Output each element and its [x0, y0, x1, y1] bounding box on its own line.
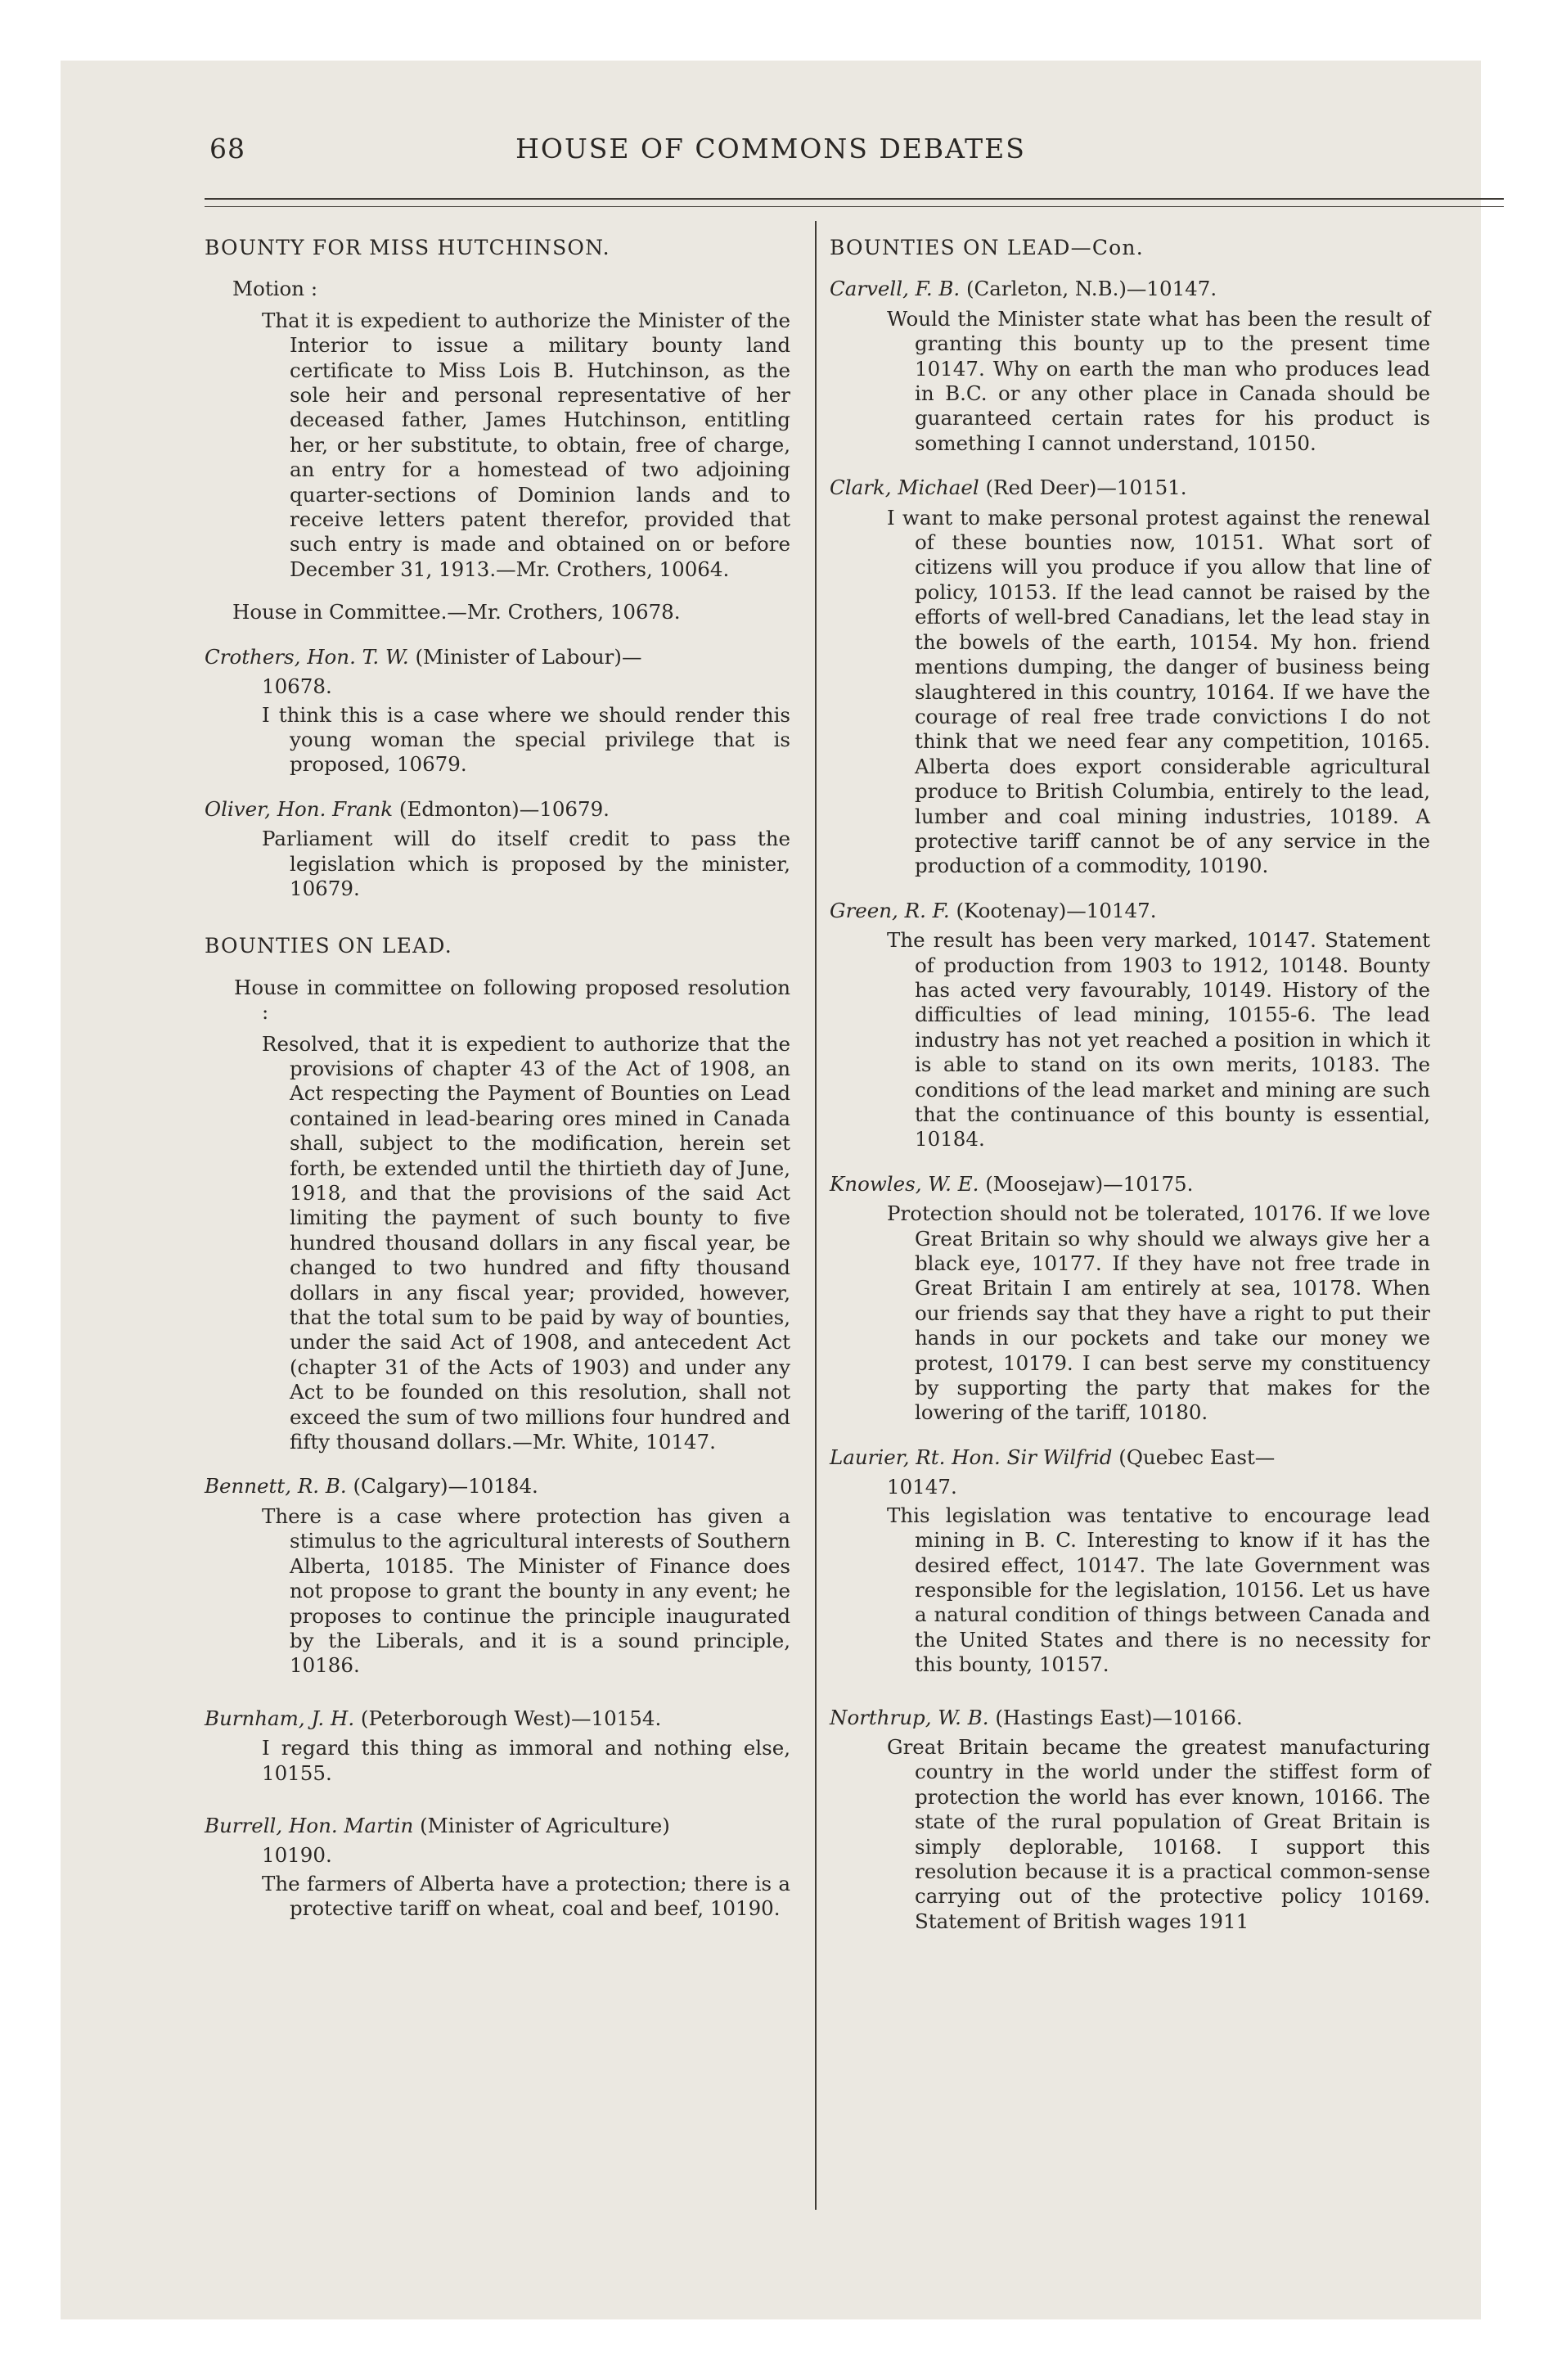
- motion-text: That it is expedient to authorize the Minister of the Interior to issue a military bounty land certificate to Miss Lois B. Hutchinson, as the sole heir and personal representative of her deceased father, James Hutchinson, entitling her, or her substitute, to obtain, free of charge, an entry for a homestead of two adjoining quarter-sections of Dominion lands and to receive letters patent therefor, provided that such entry is made and obtained on or before December 31, 1913.—Mr. Crothers, 10064.: [262, 308, 790, 581]
- speaker-name: Carvell, F. B.: [830, 277, 961, 301]
- speech-summary: I want to make personal protest against the renewal of these bounties now, 10151. What sort of citizens will you produce if you allow that line of policy, 10153. If the lead cannot be raised by the efforts of well-bred Canadians, let the lead stay in the bowels of the earth, 10154. My hon. friend mentions dumping, the danger of business being slaughtered in this country, 10164. If we have the courage of real free trade convictions I do not think that we need fear any competition, 10165. Alberta does export considerable agricultural produce to British Columbia, entirely to the lead, lumber and coal mining industries, 10189. A protective tariff cannot be of any service in the production of a commodity, 10190.: [887, 505, 1430, 878]
- speaker-entry: [830, 476, 1430, 500]
- speech-summary: Great Britain became the greatest manufacturing country in the world under the stiffest form of protection the world has ever known, 10166. The state of the rural population of Great Britain is simply deplorable, 10168. I support this resolution because it is a practical common-sense carrying out of the protective policy 10169. Statement of British wages 1911: [887, 1734, 1430, 1933]
- speech-summary: There is a case where protection has given a stimulus to the agricultural interests of Southern Alberta, 10185. The Minister of Finance does not propose to grant the bounty in any event; he proposes to continue the principle inaugurated by the Liberals, and it is a sound principle, 10186.: [262, 1503, 790, 1678]
- speaker-entry: [205, 1706, 790, 1731]
- speech-summary: This legislation was tentative to encourage lead mining in B. C. Interesting to know if it has the desired effect, 10147. The late Government was responsible for the legislation, 10156. Let us have a natural condition of things between Canada and the United States and there is no necessity for this bounty, 10157.: [887, 1503, 1430, 1677]
- speaker-detail: (Carleton, N.B.)—10147.: [966, 277, 1217, 301]
- speaker-entry: [205, 1814, 790, 1838]
- speaker-detail: (Hastings East)—10166.: [995, 1705, 1243, 1729]
- speaker-entry: [830, 277, 1430, 301]
- speech-summary: Parliament will do itself credit to pass the legislation which is proposed by the minister, 10679.: [262, 827, 790, 900]
- speaker-ref: 10190.: [262, 1843, 332, 1868]
- speaker-name: Knowles, W. E.: [830, 1171, 979, 1196]
- header-rule: [205, 198, 1504, 200]
- speaker-detail: (Peterborough West)—10154.: [360, 1706, 662, 1730]
- speaker-detail: (Calgary)—10184.: [353, 1474, 538, 1499]
- speech-summary: Protection should not be tolerated, 10176. If we love Great Britain so why should we always give her a black eye, 10177. If they have not free trade in Great Britain I am entirely at sea, 10178. When our friends say that they have a right to put their hands in our pockets and take our money we protest, 10179. I can best serve my constituency by supporting the party that makes for the lowering of the tariff, 10180.: [887, 1201, 1430, 1425]
- resolution-text: Resolved, that it is expedient to authorize that the provisions of chapter 43 of the Act of 1908, an Act respecting the Payment of Bounties on Lead contained in lead-bearing ores mined in Canada shall, subject to the modification, herein set forth, be extended until the thirtieth day of June, 1918, and that the provisions of the said Act limiting the payment of such bounty to five hundred thousand dollars in any fiscal year, be changed to two hundred and fifty thousand dollars in any fiscal year; provided, however, that the total sum to be paid by way of bounties, under the said Act of 1908, and antecedent Act (chapter 31 of the Acts of 1903) and under any Act to be founded on this resolution, shall not exceed the sum of two millions four hundred and fifty thousand dollars.—Mr. White, 10147.: [262, 1031, 790, 1454]
- running-head: HOUSE OF COMMONS DEBATES: [515, 133, 1026, 165]
- speaker-detail: (Red Deer)—10151.: [985, 476, 1187, 500]
- speaker-entry: [205, 1474, 790, 1499]
- column-divider: [815, 221, 817, 2210]
- left-column: [205, 236, 790, 1925]
- right-column: [830, 236, 1430, 1937]
- speaker-name: Oliver, Hon. Frank: [205, 796, 394, 821]
- speaker-detail: (Moosejaw)—10175.: [985, 1171, 1194, 1196]
- speech-summary: The farmers of Alberta have a protection; there is a protective tariff on wheat, coal and beef, 10190.: [262, 1871, 790, 1921]
- header-rule-thin: [205, 206, 1504, 207]
- page-sheet: [61, 61, 1481, 2319]
- section-title: BOUNTIES ON LEAD—Con.: [830, 236, 1144, 259]
- speaker-entry: [830, 1172, 1430, 1197]
- page-header: [61, 133, 1481, 172]
- page-number: 68: [209, 133, 245, 165]
- speaker-name: Burrell, Hon. Martin: [205, 1813, 414, 1837]
- motion-label: Motion :: [232, 277, 318, 301]
- speech-summary: Would the Minister state what has been the result of granting this bounty up to the present time 10147. Why on earth the man who produces lead in B.C. or any other place in Canada should be guaranteed certain rates for his product is something I cannot understand, 10150.: [887, 306, 1430, 455]
- speaker-ref: 10147.: [887, 1475, 957, 1499]
- speaker-name: Burnham, J. H.: [205, 1706, 355, 1730]
- speaker-name: Laurier, Rt. Hon. Sir Wilfrid: [830, 1445, 1113, 1469]
- speaker-entry: [205, 797, 790, 822]
- speaker-entry: [830, 899, 1430, 923]
- section-title: BOUNTY FOR MISS HUTCHINSON.: [205, 236, 610, 259]
- speaker-name: Bennett, R. B.: [205, 1474, 347, 1499]
- speaker-detail: (Kootenay)—10147.: [956, 898, 1157, 922]
- speaker-name: Green, R. F.: [830, 898, 950, 922]
- speaker-name: Northrup, W. B.: [830, 1705, 989, 1729]
- speaker-entry: [205, 645, 790, 669]
- speaker-entry: [830, 1706, 1430, 1730]
- speaker-name: Crothers, Hon. T. W.: [205, 644, 409, 669]
- speech-summary: The result has been very marked, 10147. Statement of production from 1903 to 1912, 10148. Bounty has acted very favourably, 10149. History of the difficulties of lead mining, 10155-6. The lead industry has not yet reached a position in which it is able to stand on its own merits, 10183. The conditions of the lead market and mining are such that the continuance of this bounty is essential, 10184.: [887, 928, 1430, 1152]
- speech-summary: I regard this thing as immoral and nothing else, 10155.: [262, 1736, 790, 1785]
- committee-intro: House in committee on following proposed resolution :: [234, 975, 790, 1025]
- speaker-detail: (Minister of Labour)—: [415, 644, 642, 669]
- speaker-detail: (Minister of Agriculture): [420, 1813, 670, 1837]
- speaker-detail: (Quebec East—: [1118, 1445, 1276, 1469]
- speaker-entry: [830, 1445, 1430, 1470]
- speaker-name: Clark, Michael: [830, 476, 979, 500]
- section-title: BOUNTIES ON LEAD.: [205, 934, 452, 958]
- speaker-ref: 10678.: [262, 674, 332, 699]
- committee-line: House in Committee.—Mr. Crothers, 10678.: [232, 600, 681, 624]
- speaker-detail: (Edmonton)—10679.: [398, 796, 610, 821]
- speech-summary: I think this is a case where we should render this young woman the special privilege that is proposed, 10679.: [262, 702, 790, 777]
